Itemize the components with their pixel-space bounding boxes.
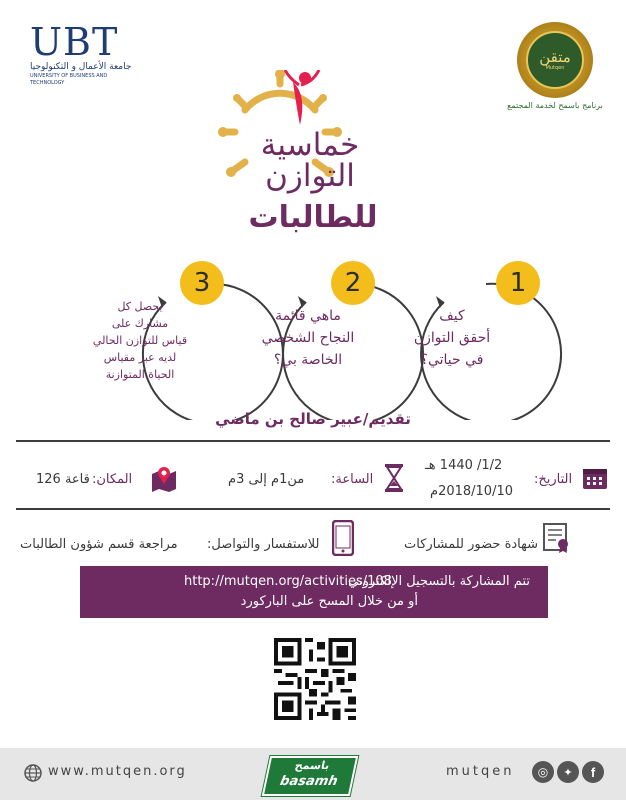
qr-code[interactable]: [274, 638, 356, 720]
program-title-line1: خماسية: [260, 127, 360, 163]
topic-2-number: 2: [331, 261, 375, 305]
instagram-icon[interactable]: ◎: [532, 761, 554, 783]
program-title: [230, 127, 390, 194]
mobile-phone-icon: [332, 520, 354, 556]
ubt-english-name: UNIVERSITY OF BUSINESS AND TECHNOLOGY: [30, 73, 108, 86]
ubt-logo: [30, 22, 140, 87]
topic-2-text: [243, 305, 373, 371]
ubt-arabic-name: جامعة الأعمال و التكنولوجيا: [30, 62, 132, 72]
date-gregorian: 2018/10/10م: [430, 484, 513, 499]
calendar-icon: [582, 466, 608, 490]
certificate-text: شهادة حضور للمشاركات: [404, 537, 539, 552]
hourglass-icon: [384, 464, 404, 492]
place-value: قاعة 126: [36, 472, 90, 487]
topic-2-line: النجاح الشخصي: [261, 330, 355, 346]
date-label: التاريخ:: [534, 472, 573, 487]
divider-bottom: [16, 508, 610, 510]
basamh-text: basamh: [278, 774, 340, 789]
audience-title: للطالبات: [248, 200, 378, 235]
social-handle: mutqen: [446, 764, 515, 779]
topic-1-line: كيف: [439, 308, 465, 324]
certificate-icon: [542, 522, 572, 554]
topic-1-number: 1: [496, 261, 540, 305]
registration-url[interactable]: http://mutqen.org/activities/108: [184, 574, 392, 589]
registration-barcode-text: أو من خلال المسح على الباركورد: [240, 594, 418, 609]
registration-banner: [80, 566, 548, 618]
time-label: الساعة:: [331, 472, 374, 487]
time-value: من1م إلى 3م: [228, 472, 305, 487]
program-title-line2: التوازن: [265, 158, 355, 194]
topic-3-line: لديه عبر مقياس: [103, 351, 177, 364]
basamh-logo: [262, 756, 359, 796]
topic-3-line: الحياة المتوازنة: [105, 368, 175, 381]
basamh-arabic: باسمح: [293, 759, 331, 772]
ubt-letters: UBT: [30, 20, 119, 64]
facebook-icon[interactable]: f: [582, 761, 604, 783]
topic-3-number: 3: [180, 261, 224, 305]
globe-icon: [24, 764, 42, 782]
topic-3-text: [75, 298, 205, 383]
topic-1-line: أحقق التوازن: [413, 330, 491, 346]
website-link[interactable]: www.mutqen.org: [48, 764, 187, 779]
topic-2-line: الخاصة بي؟: [273, 352, 343, 368]
divider-top: [16, 440, 610, 442]
mutqen-seal-logo: [517, 22, 593, 98]
topic-3-line: قياس للتوازن الحالي: [92, 334, 188, 347]
seal-english: Mutqen: [545, 65, 565, 71]
topic-2-line: ماهي قائمة: [275, 308, 341, 324]
footer: [0, 748, 626, 800]
map-pin-icon: [150, 464, 178, 492]
registration-text: تتم المشاركة بالتسجيل الإلكتروني: [348, 574, 530, 589]
contact-label: للاستفسار والتواصل:: [207, 537, 320, 552]
topic-1-text: [392, 305, 512, 371]
date-hijri: 1/2/ 1440 هـ: [425, 458, 503, 473]
contact-value: مراجعة قسم شؤون الطالبات: [20, 537, 178, 552]
seal-arabic: متقن: [539, 48, 571, 66]
place-label: المكان:: [92, 472, 133, 487]
topic-1-line: في حياتي؟: [420, 352, 484, 368]
topic-3-line: مشارك على: [111, 317, 169, 330]
seal-caption: برنامج باسمح لخدمة المجتمع: [507, 101, 603, 110]
twitter-icon[interactable]: ✦: [557, 761, 579, 783]
presenter-name: تقديم/عبير صالح بن ماضي: [215, 410, 411, 428]
topic-3-line: يحصل كل: [117, 300, 163, 313]
